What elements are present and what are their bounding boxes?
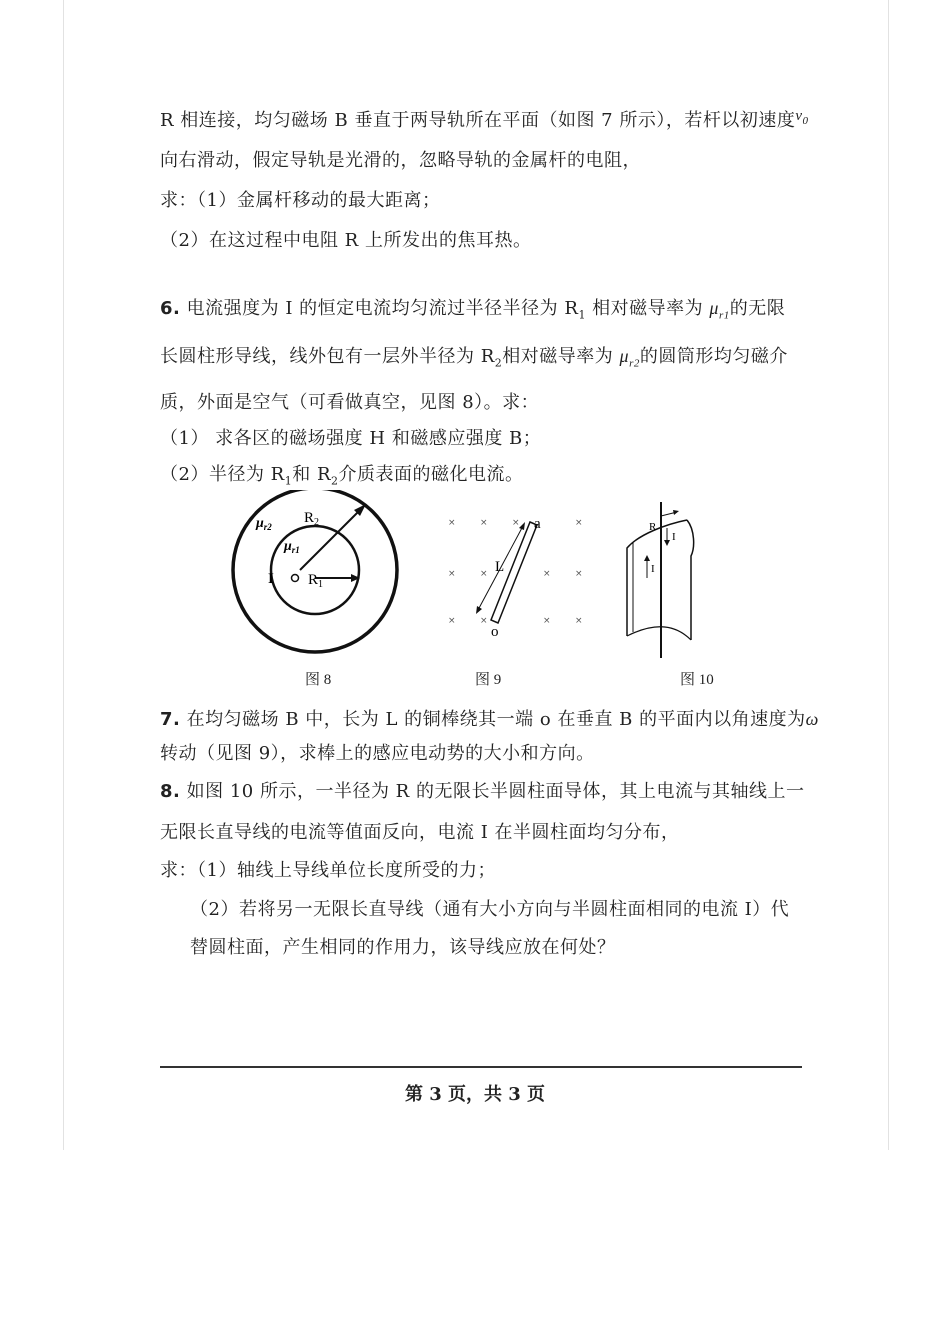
- omega-symbol: ω: [805, 709, 819, 729]
- mu-r1-symbol: $\mu_{r1}$: [709, 298, 730, 322]
- q8-line-2: 无限长直导线的电流等值面反向，电流 I 在半圆柱面均匀分布，: [160, 822, 680, 843]
- svg-text:×: ×: [448, 518, 456, 528]
- figure-8-caption: 图 8: [305, 672, 332, 688]
- wire-current-arrowhead: [664, 540, 670, 546]
- q6-number: 6.: [160, 298, 181, 319]
- label-r2: $R_2$: [304, 510, 320, 528]
- label-mu-r2: $\mu_{r2}$: [256, 516, 272, 532]
- svg-text:×: ×: [575, 518, 583, 528]
- figure-10: [615, 500, 715, 660]
- v0-symbol: v0: [795, 108, 809, 127]
- half-cylinder-front: [627, 520, 687, 636]
- q7-line-1: 7. 在均匀磁场 B 中，长为 L 的铜棒绕其一端 o 在垂直 B 的平面内以角速度为ω: [160, 709, 819, 730]
- label-a: a: [534, 516, 541, 532]
- figure-9: [440, 510, 600, 640]
- outer-circle: [233, 490, 397, 652]
- q6-line-2: 长圆柱形导线，线外包有一层外半径为 $R_2$相对磁导率为 $\mu_{r2}$的圆筒形均匀磁介: [160, 346, 788, 370]
- half-cylinder-back: [687, 520, 694, 640]
- label-i-surface: I: [651, 563, 655, 575]
- svg-text:×: ×: [575, 569, 583, 579]
- svg-text:×: ×: [543, 616, 551, 626]
- svg-text:×: ×: [448, 616, 456, 626]
- q6-line-3: 质，外面是空气（可看做真空，见图 8）。求：: [160, 392, 540, 413]
- page-edge-left: [63, 0, 64, 1150]
- q8-number: 8.: [160, 781, 181, 802]
- svg-text:×: ×: [480, 518, 488, 528]
- q6-line-1: 6. 电流强度为 I 的恒定电流均匀流过半径半径为 $R_1$ 相对磁导率为 $\mu_{r1}$的无限: [160, 298, 786, 322]
- label-i: I: [268, 571, 274, 587]
- q5-line-3: 求：（1）金属杆移动的最大距离；: [160, 190, 441, 211]
- svg-text:×: ×: [512, 518, 520, 528]
- svg-text:×: ×: [448, 569, 456, 579]
- svg-text:×: ×: [543, 569, 551, 579]
- figure-9-caption: 图 9: [475, 672, 502, 688]
- q7-line-2: 转动（见图 9），求棒上的感应电动势的大小和方向。: [160, 743, 595, 764]
- q6-sub-2: （2）半径为 $R_1$和 $R_2$介质表面的磁化电流。: [160, 464, 524, 488]
- length-arrowhead-top: [519, 522, 525, 530]
- mu-r2-symbol: $\mu_{r2}$: [619, 346, 640, 370]
- svg-text:×: ×: [575, 616, 583, 626]
- label-r1: $R_1$: [308, 572, 324, 590]
- q5-line-1: R 相连接，均匀磁场 B 垂直于两导轨所在平面（如图 7 所示），若杆以初速度$^{v_0}$: [160, 108, 809, 131]
- svg-text:×: ×: [480, 569, 488, 579]
- radius-arrowhead: [673, 510, 679, 515]
- figure-8: [220, 490, 410, 660]
- page-number: 第 3 页，共 3 页: [404, 1084, 546, 1105]
- label-l: L: [495, 559, 505, 575]
- q8-line-3: 求：（1）轴线上导线单位长度所受的力；: [160, 860, 496, 881]
- magnetic-field-marks: [448, 518, 583, 626]
- svg-text:×: ×: [480, 616, 488, 626]
- q7-number: 7.: [160, 709, 181, 730]
- q5-line-2: 向右滑动，假定导轨是光滑的，忽略导轨的金属杆的电阻，: [160, 150, 641, 171]
- page-edge-right: [888, 0, 889, 1150]
- q6-sub-1: （1） 求各区的磁场强度 H 和磁感应强度 B；: [160, 428, 542, 449]
- q5-line-4: （2）在这过程中电阻 R 上所发出的焦耳热。: [160, 230, 532, 251]
- q8-line-1: 8. 如图 10 所示，一半径为 R 的无限长半圆柱面导体，其上电流与其轴线上一: [160, 781, 805, 802]
- half-cylinder-bottom: [627, 627, 691, 640]
- center-o: [292, 575, 299, 582]
- length-arrowhead-bottom: [476, 606, 482, 614]
- q8-line-4: （2）若将另一无限长直导线（通有大小方向与半圆柱面相同的电流 I）代: [190, 899, 790, 920]
- footer-rule: [160, 1066, 802, 1068]
- label-r: R: [649, 521, 657, 533]
- label-mu-r1: $\mu_{r1}$: [284, 539, 300, 555]
- label-i-wire: I: [672, 531, 676, 543]
- label-o: o: [491, 624, 499, 640]
- surface-current-arrowhead: [644, 555, 650, 561]
- figure-10-caption: 图 10: [680, 672, 714, 688]
- q8-line-5: 替圆柱面，产生相同的作用力，该导线应放在何处？: [190, 937, 616, 958]
